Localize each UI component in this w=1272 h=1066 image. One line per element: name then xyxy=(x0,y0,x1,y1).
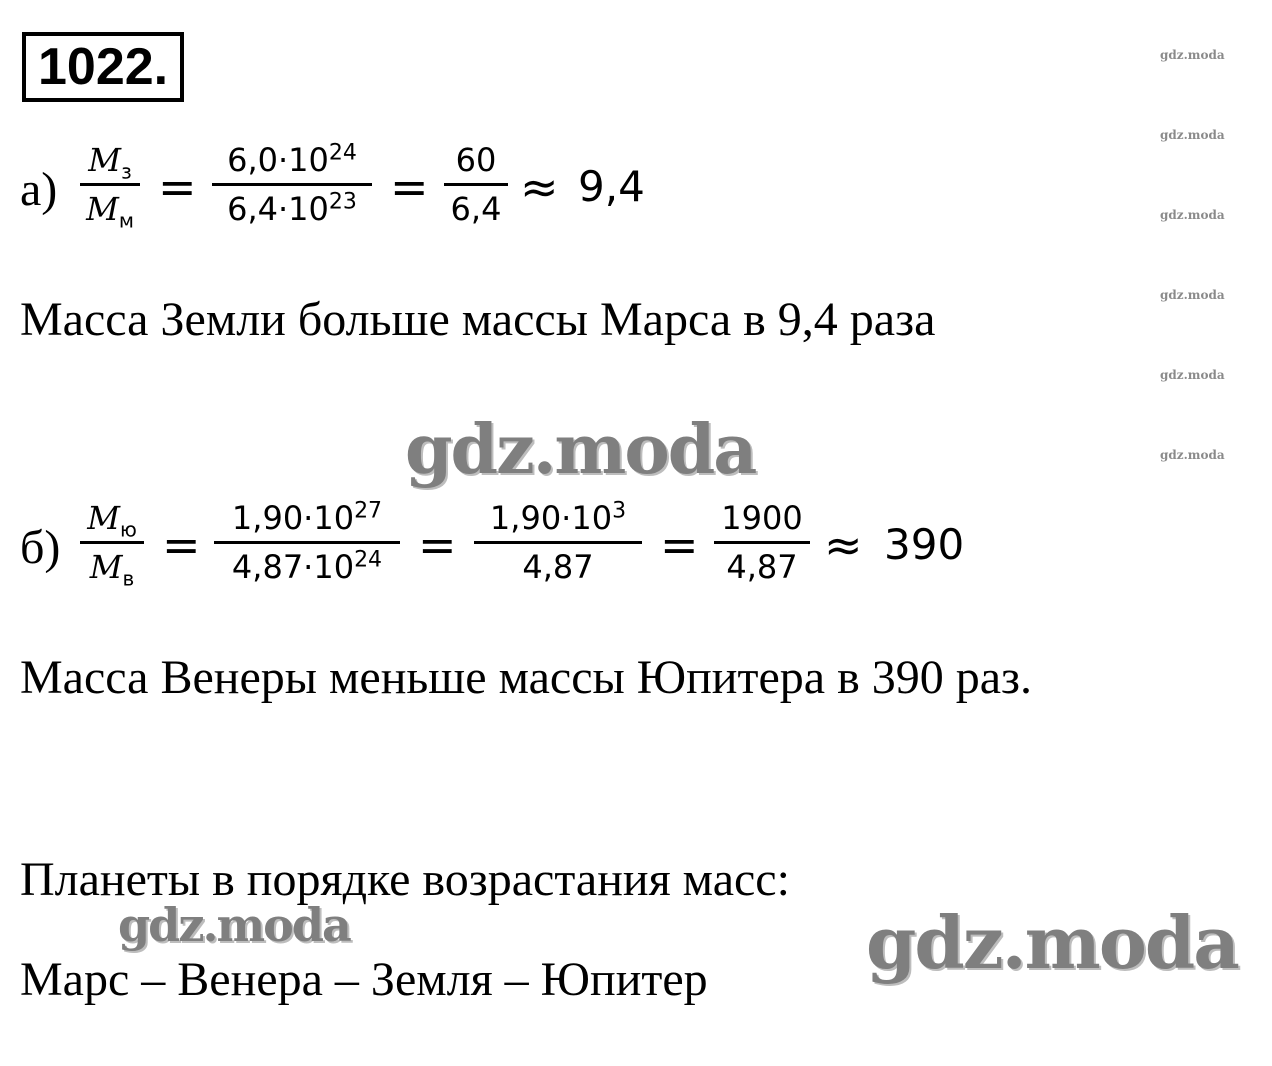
watermark-small: gdz.moda xyxy=(1160,448,1225,462)
equals-sign: = xyxy=(158,160,197,214)
watermark-small: gdz.moda xyxy=(1160,288,1225,302)
approx-sign: ≈ xyxy=(824,518,863,572)
fraction-mass-values: $6,0\cdot 10^{24}$ $6,4\cdot 10^{23}$ xyxy=(212,140,372,229)
part-a-label: а) xyxy=(20,163,58,216)
watermark-large: gdz.moda xyxy=(118,898,350,952)
fraction-mass-earth-mars: $M_з$ $M_м$ xyxy=(80,140,140,229)
watermark-small: gdz.moda xyxy=(1160,368,1225,382)
approx-sign: ≈ xyxy=(520,160,559,214)
fraction-mass-jupiter-venus: $M_ю$ $M_в$ xyxy=(80,498,144,587)
sentence-b: Масса Венеры меньше массы Юпитера в 390 раз. xyxy=(20,651,1033,704)
order-list: Марс – Венера – Земля – Юпитер xyxy=(20,953,708,1006)
equals-sign: = xyxy=(390,160,429,214)
watermark-large: gdz.moda xyxy=(866,900,1238,985)
fraction-final-b: 1900 4,87 xyxy=(714,498,810,587)
watermark-small: gdz.moda xyxy=(1160,208,1225,222)
equals-sign: = xyxy=(418,518,457,572)
problem-number: 1022. xyxy=(22,32,184,102)
sentence-a: Масса Земли больше массы Марса в 9,4 раза xyxy=(20,293,936,346)
watermark-small: gdz.moda xyxy=(1160,128,1225,142)
part-b-label: б) xyxy=(20,521,61,574)
fraction-simplified-b: $1,90\cdot 10^3$ 4,87 xyxy=(474,498,642,587)
order-heading: Планеты в порядке возрастания масс: xyxy=(20,853,790,906)
fraction-mass-values-b: $1,90\cdot 10^{27}$ $4,87\cdot 10^{24}$ xyxy=(214,498,400,587)
result-b: 390 xyxy=(884,520,965,569)
watermark-large: gdz.moda xyxy=(405,410,756,490)
fraction-simplified: 60 6,4 xyxy=(444,140,508,229)
result-a: 9,4 xyxy=(578,162,645,211)
equals-sign: = xyxy=(162,518,201,572)
equals-sign: = xyxy=(660,518,699,572)
watermark-small: gdz.moda xyxy=(1160,48,1225,62)
